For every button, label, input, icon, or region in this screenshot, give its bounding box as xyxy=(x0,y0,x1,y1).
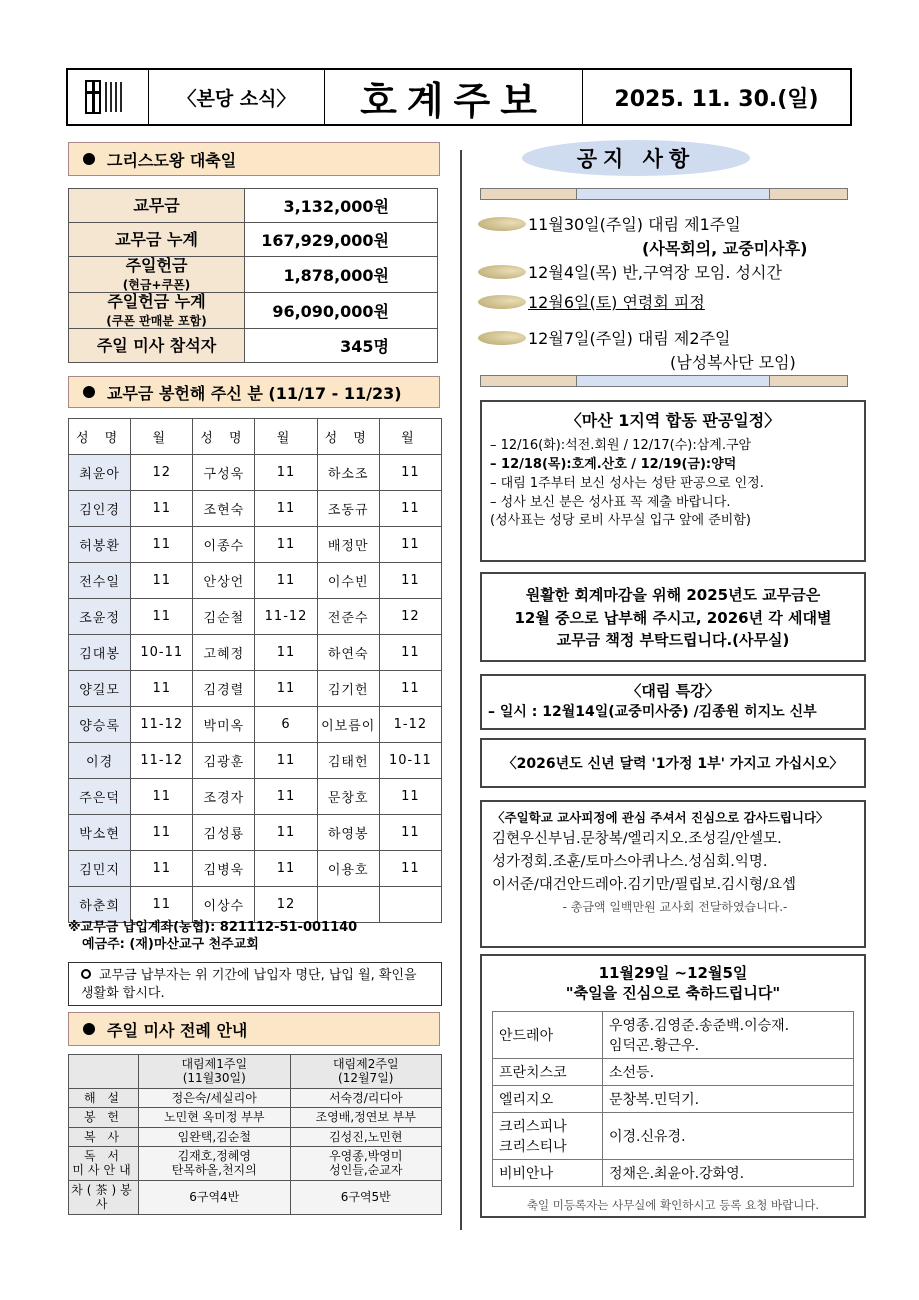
donor-month: 11 xyxy=(131,815,193,851)
cross-logo-icon xyxy=(85,77,131,117)
finance-label: 교무금 누계 xyxy=(69,223,245,257)
table-row xyxy=(69,1146,442,1180)
account-holder: 예금주: (재)마산교구 천주교회 xyxy=(82,936,259,952)
donor-name: 하춘희 xyxy=(69,887,131,923)
finance-table xyxy=(68,188,438,363)
feastdays-box xyxy=(480,954,866,1218)
donor-month: 11 xyxy=(379,635,441,671)
celebrant-names: 문창복.민덕기. xyxy=(603,1086,854,1113)
liturgy-assignee: 정은숙/세실리아 xyxy=(139,1088,291,1107)
liturgy-assignee: 노민현 옥미정 부부 xyxy=(139,1108,291,1127)
table-row xyxy=(493,1059,854,1086)
donor-month: 10-11 xyxy=(379,743,441,779)
tithe-notice-box: 원활한 회계마감을 위해 2025년도 교무금은 12월 중으로 납부해 주시고, 2026년 각 세대별 교무금 책정 부탁드립니다.(사무실) xyxy=(480,572,866,662)
teachers-thanks-box: 〈주일학교 교사피정에 관심 주셔서 진심으로 감사드립니다〉 김현우신부님.문창복/엘리지오.조성길/안셀모. 성가정회.조훈/토마스아퀴나스.성심회.익명. 이서준/대건안드레아.김기만/필립보.김시형/요셉 - 총금액 일백만원 교사회 전달하였습니다.- xyxy=(480,800,866,948)
penance-line: – 대림 1주부터 보신 성사는 성탄 판공으로 인정. xyxy=(490,475,764,491)
donor-name: 김태헌 xyxy=(317,743,379,779)
table-row xyxy=(69,779,442,815)
liturgy-title: 주일 미사 전례 안내 xyxy=(107,1020,248,1040)
table-row xyxy=(69,527,442,563)
donor-name: 김대봉 xyxy=(69,635,131,671)
donor-notice xyxy=(68,962,442,1006)
saint-name: 비비안나 xyxy=(493,1160,603,1187)
feastdays-footer: 축일 미등록자는 사무실에 확인하시고 등록 요청 바랍니다. xyxy=(526,1198,820,1212)
oval-bullet-icon xyxy=(478,295,526,309)
finance-row xyxy=(69,257,438,293)
donor-month: 11 xyxy=(131,527,193,563)
donor-name: 안상언 xyxy=(193,563,255,599)
donor-month: 11-12 xyxy=(255,599,317,635)
table-row xyxy=(69,455,442,491)
saint-name: 엘리지오 xyxy=(493,1086,603,1113)
donor-name: 김인경 xyxy=(69,491,131,527)
table-row xyxy=(69,1180,442,1214)
donor-month: 11 xyxy=(131,851,193,887)
account-number: ※교무금 납입계좌(농협): 821112-51-001140 xyxy=(68,920,358,935)
donor-name: 배정만 xyxy=(317,527,379,563)
table-row xyxy=(493,1012,854,1059)
celebrant-names: 정채은.최윤아.강화영. xyxy=(603,1160,854,1187)
liturgy-assignee: 6구역4반 xyxy=(139,1180,291,1214)
table-row xyxy=(69,635,442,671)
penance-line: (성사표는 성당 로비 사무실 입구 앞에 준비함) xyxy=(490,513,751,529)
donor-month: 11 xyxy=(379,455,441,491)
notice-item: 12월6일(토) 연령회 피정 xyxy=(478,290,705,313)
liturgy-assignee: 김성진,노민현 xyxy=(290,1127,442,1146)
celebrant-names: 이경.신유경. xyxy=(603,1113,854,1160)
finance-label: 주일헌금 (현금+쿠폰) xyxy=(69,257,245,293)
finance-label: 교무금 xyxy=(69,189,245,223)
donor-month: 6 xyxy=(255,707,317,743)
donor-month: 12 xyxy=(379,599,441,635)
donor-month: 11 xyxy=(131,887,193,923)
finance-value: 1,878,000원 xyxy=(245,257,438,293)
advent-lecture-detail: – 일시 : 12월14일(교중미사중) /김종원 히지노 신부 xyxy=(488,704,817,720)
advent-lecture-box xyxy=(480,674,866,730)
bullet-icon xyxy=(83,386,95,398)
liturgy-role: 차(茶)봉사 xyxy=(69,1180,139,1214)
table-row xyxy=(69,671,442,707)
donors-title: 교무금 봉헌해 주신 분 (11/17 - 11/23) xyxy=(107,383,402,403)
table-row xyxy=(69,707,442,743)
table-row xyxy=(69,743,442,779)
donor-name: 양승록 xyxy=(69,707,131,743)
donors-table xyxy=(68,418,442,923)
table-row xyxy=(493,1086,854,1113)
finance-row xyxy=(69,329,438,363)
liturgy-column-header: 대림제2주일 (12월7일) xyxy=(290,1055,442,1089)
donor-name: 김민지 xyxy=(69,851,131,887)
donors-header-row xyxy=(69,419,442,455)
donor-name: 양길모 xyxy=(69,671,131,707)
decorative-strip xyxy=(480,375,848,387)
donor-month: 11 xyxy=(131,671,193,707)
liturgy-section-title xyxy=(68,1012,440,1046)
decorative-strip xyxy=(480,188,848,200)
penance-line: – 12/16(화):석전.회원 / 12/17(수):삼계.구암 xyxy=(490,438,752,453)
liturgy-assignee: 6구역5반 xyxy=(290,1180,442,1214)
column-header-month: 월 xyxy=(379,419,441,455)
donor-name: 이종수 xyxy=(193,527,255,563)
finance-value: 167,929,000원 xyxy=(245,223,438,257)
donor-month: 11 xyxy=(255,491,317,527)
account-info xyxy=(68,920,357,954)
liturgy-assignee: 조영배,정연보 부부 xyxy=(290,1108,442,1127)
donor-name: 이용호 xyxy=(317,851,379,887)
donor-month: 11 xyxy=(255,563,317,599)
finance-value: 3,132,000원 xyxy=(245,189,438,223)
oval-bullet-icon xyxy=(478,265,526,279)
liturgy-assignee: 우영종,박영미 성인들,순교자 xyxy=(290,1146,442,1180)
liturgy-role: 독 서 미사안내 xyxy=(69,1146,139,1180)
feastdays-range: 11월29일 ~12월5일 xyxy=(598,964,748,982)
feast-section-title xyxy=(68,142,440,176)
donor-month: 11 xyxy=(255,527,317,563)
finance-value: 96,090,000원 xyxy=(245,293,438,329)
donor-name: 조현숙 xyxy=(193,491,255,527)
donor-name xyxy=(317,887,379,923)
donor-month: 11 xyxy=(131,599,193,635)
donor-name: 구성욱 xyxy=(193,455,255,491)
donor-month: 11 xyxy=(379,779,441,815)
table-row xyxy=(69,491,442,527)
donor-month: 10-11 xyxy=(131,635,193,671)
donor-month: 11-12 xyxy=(131,707,193,743)
donor-month: 11 xyxy=(379,527,441,563)
notice-item: 12월4일(목) 반,구역장 모임. 성시간 xyxy=(478,260,782,283)
donor-month: 11 xyxy=(255,779,317,815)
table-row xyxy=(69,1127,442,1146)
donor-month: 11-12 xyxy=(131,743,193,779)
table-row xyxy=(69,563,442,599)
table-row xyxy=(69,1088,442,1107)
donor-month: 11 xyxy=(255,671,317,707)
donor-name: 전수일 xyxy=(69,563,131,599)
table-row xyxy=(493,1160,854,1187)
donor-month: 11 xyxy=(255,851,317,887)
liturgy-role: 봉 헌 xyxy=(69,1108,139,1127)
celebrant-names: 우영종.김영준.송준백.이승재. 임덕곤.황근우. xyxy=(603,1012,854,1059)
feastdays-title: "축일을 진심으로 축하드립니다" xyxy=(565,983,781,1002)
donor-name: 김순철 xyxy=(193,599,255,635)
table-row xyxy=(69,1108,442,1127)
donor-month: 11 xyxy=(379,671,441,707)
donor-name: 하소조 xyxy=(317,455,379,491)
liturgy-header-row xyxy=(69,1055,442,1089)
donor-month: 11 xyxy=(255,815,317,851)
donors-section-title xyxy=(68,376,440,408)
donor-name: 이수빈 xyxy=(317,563,379,599)
donor-name: 이보름이 xyxy=(317,707,379,743)
donor-name: 박미옥 xyxy=(193,707,255,743)
bulletin-date: 2025. 11. 30.(일) xyxy=(614,86,819,112)
column-divider xyxy=(460,150,462,1230)
finance-label: 주일 미사 참석자 xyxy=(69,329,245,363)
notice-item: 12월7일(주일) 대림 제2주일 xyxy=(478,326,730,349)
feast-title: 그리스도왕 대축일 xyxy=(107,150,237,170)
column-header-month: 월 xyxy=(131,419,193,455)
donor-month: 1-12 xyxy=(379,707,441,743)
donor-month: 11 xyxy=(131,563,193,599)
liturgy-role: 해 설 xyxy=(69,1088,139,1107)
liturgy-assignee: 김재호,정혜영 탄목하올,천지의 xyxy=(139,1146,291,1180)
donor-name: 이상수 xyxy=(193,887,255,923)
donor-name: 김광훈 xyxy=(193,743,255,779)
table-row xyxy=(69,815,442,851)
calendar-notice-box xyxy=(480,738,866,788)
bulletin-title: 호계주보 xyxy=(325,70,583,124)
donor-month: 11 xyxy=(131,779,193,815)
saint-name: 크리스피나 크리스티나 xyxy=(493,1113,603,1160)
donor-month xyxy=(379,887,441,923)
donor-name: 김병욱 xyxy=(193,851,255,887)
advent-lecture-title: 〈대림 특강〉 xyxy=(626,682,720,700)
feastdays-table xyxy=(492,1011,854,1187)
finance-label: 주일헌금 누계 (쿠폰 판매분 포함) xyxy=(69,293,245,329)
donor-month: 11 xyxy=(255,455,317,491)
notices-title: 공지 사항 xyxy=(522,140,750,176)
teachers-footer: - 총금액 일백만원 교사회 전달하였습니다.- xyxy=(562,899,788,914)
column-header-month: 월 xyxy=(255,419,317,455)
donor-month: 11 xyxy=(379,491,441,527)
donor-month: 11 xyxy=(379,815,441,851)
parish-logo xyxy=(68,70,149,124)
donor-name: 주은덕 xyxy=(69,779,131,815)
oval-bullet-icon xyxy=(478,217,526,231)
liturgy-table xyxy=(68,1054,442,1215)
donor-name: 조경자 xyxy=(193,779,255,815)
liturgy-assignee: 임완택,김순철 xyxy=(139,1127,291,1146)
penance-line: – 12/18(목):호계.산호 / 12/19(금):양덕 xyxy=(490,456,737,472)
finance-row xyxy=(69,293,438,329)
donor-name: 김기헌 xyxy=(317,671,379,707)
notice-item-sub: (남성복사단 모임) xyxy=(670,353,796,372)
donor-month: 11 xyxy=(379,851,441,887)
celebrant-names: 소선등. xyxy=(603,1059,854,1086)
donor-name: 최윤아 xyxy=(69,455,131,491)
table-row xyxy=(69,887,442,923)
donor-name: 박소현 xyxy=(69,815,131,851)
table-row xyxy=(69,599,442,635)
liturgy-assignee: 서숙경/리디아 xyxy=(290,1088,442,1107)
calendar-notice-text: 〈2026년도 신년 달력 '1가정 1부' 가지고 가십시오〉 xyxy=(502,756,844,772)
donor-month: 12 xyxy=(255,887,317,923)
penance-schedule-box xyxy=(480,400,866,562)
column-header-name: 성 명 xyxy=(317,419,379,455)
penance-title: 〈마산 1지역 합동 판공일정〉 xyxy=(565,411,781,430)
saint-name: 안드레아 xyxy=(493,1012,603,1059)
liturgy-role: 복 사 xyxy=(69,1127,139,1146)
donor-month: 12 xyxy=(131,455,193,491)
table-row xyxy=(69,851,442,887)
donor-name: 하영봉 xyxy=(317,815,379,851)
column-header-name: 성 명 xyxy=(69,419,131,455)
donor-name: 허봉환 xyxy=(69,527,131,563)
finance-row xyxy=(69,189,438,223)
donor-name: 전준수 xyxy=(317,599,379,635)
donor-name: 고혜정 xyxy=(193,635,255,671)
donor-month: 11 xyxy=(255,743,317,779)
donor-name: 문창호 xyxy=(317,779,379,815)
notice-item-sub: (사목회의, 교중미사후) xyxy=(642,239,808,258)
column-header-name: 성 명 xyxy=(193,419,255,455)
bullet-icon xyxy=(83,1023,95,1035)
oval-bullet-icon xyxy=(478,331,526,345)
donor-month: 11 xyxy=(131,491,193,527)
donor-name: 김경렬 xyxy=(193,671,255,707)
liturgy-column-header: 대림제1주일 (11월30일) xyxy=(139,1055,291,1089)
header-tag: 〈본당 소식〉 xyxy=(149,70,325,124)
donor-month: 11 xyxy=(255,635,317,671)
donor-month: 11 xyxy=(379,563,441,599)
bullet-icon xyxy=(83,153,95,165)
finance-value: 345명 xyxy=(245,329,438,363)
teachers-thanks-title: 〈주일학교 교사피정에 관심 주셔서 진심으로 감사드립니다〉 xyxy=(492,810,829,825)
donor-name: 이경 xyxy=(69,743,131,779)
donor-name: 조동규 xyxy=(317,491,379,527)
donor-name: 조윤정 xyxy=(69,599,131,635)
penance-line: – 성사 보신 분은 성사표 꼭 제출 바랍니다. xyxy=(490,494,731,510)
donor-name: 하연숙 xyxy=(317,635,379,671)
notice-item: 11월30일(주일) 대림 제1주일 xyxy=(478,212,741,235)
donor-notice-text: 교무금 납부자는 위 기간에 납입자 명단, 납입 월, 확인을 생활화 합시다. xyxy=(81,968,417,1002)
circle-bullet-icon xyxy=(81,969,91,979)
header xyxy=(66,68,852,126)
table-row xyxy=(493,1113,854,1160)
saint-name: 프란치스코 xyxy=(493,1059,603,1086)
finance-row xyxy=(69,223,438,257)
donor-name: 김성룡 xyxy=(193,815,255,851)
